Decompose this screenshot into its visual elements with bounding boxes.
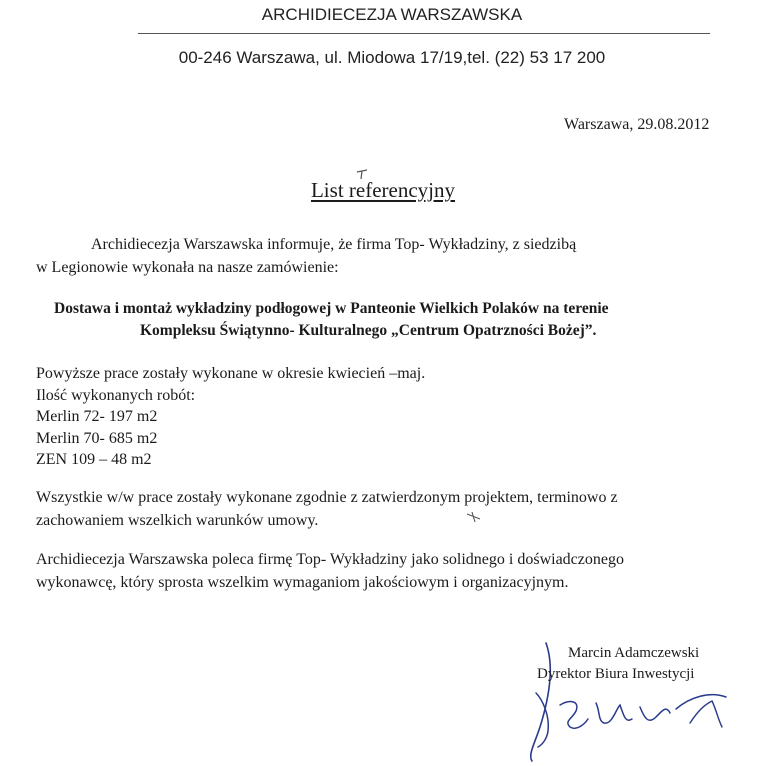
recommendation-line: wykonawcę, który sprosta wszelkim wymaganiom jakościowym i organizacyjnym. bbox=[36, 574, 569, 591]
organization-name: ARCHIDIECEZJA WARSZAWSKA bbox=[261, 5, 523, 24]
signatory-role: Dyrektor Biura Inwestycji bbox=[537, 666, 695, 682]
intro-line: w Legionowie wykonała na nasze zamówienie: bbox=[36, 259, 339, 276]
works-item: ZEN 109 – 48 m2 bbox=[36, 451, 152, 468]
works-item: Merlin 72- 197 m2 bbox=[36, 408, 158, 425]
works-item: Merlin 70- 685 m2 bbox=[36, 429, 158, 447]
organization-address: 00-246 Warszawa, ul. Miodowa 17/19,tel. (22) 53 17 200 bbox=[178, 48, 606, 67]
document-title: List referencyjny bbox=[310, 178, 456, 202]
recommendation-paragraph bbox=[36, 548, 624, 594]
subject-line: Dostawa i montaż wykładziny podłogowej w Panteonie Wielkich Polaków na terenie bbox=[54, 300, 609, 317]
intro-line: Archidiecezja Warszawska informuje, że firma Top- Wykładziny, z siedzibą bbox=[91, 236, 577, 253]
works-period: Powyższe prace zostały wykonane w okresie kwiecień –maj. bbox=[36, 365, 426, 382]
scan-speck-icon bbox=[466, 511, 482, 523]
letter-date: Warszawa, 29.08.2012 bbox=[564, 116, 710, 133]
intro-paragraph bbox=[36, 233, 576, 279]
works-section bbox=[36, 363, 425, 471]
compliance-line: Wszystkie w/w prace zostały wykonane zgodnie z zatwierdzonym projektem, terminowo z bbox=[36, 489, 618, 506]
signatory-name: Marcin Adamczewski bbox=[568, 645, 700, 661]
compliance-paragraph bbox=[36, 486, 618, 532]
works-heading: Ilość wykonanych robót: bbox=[36, 386, 196, 404]
header-divider bbox=[138, 33, 710, 34]
recommendation-line: Archidiecezja Warszawska poleca firmę Top- Wykładziny jako solidnego i doświadczonego bbox=[36, 551, 624, 568]
subject-line: Kompleksu Świątynno- Kulturalnego „Centrum Opatrzności Bożej”. bbox=[140, 322, 597, 339]
compliance-line: zachowaniem wszelkich warunków umowy. bbox=[36, 512, 319, 529]
scan-speck-icon bbox=[355, 167, 369, 181]
